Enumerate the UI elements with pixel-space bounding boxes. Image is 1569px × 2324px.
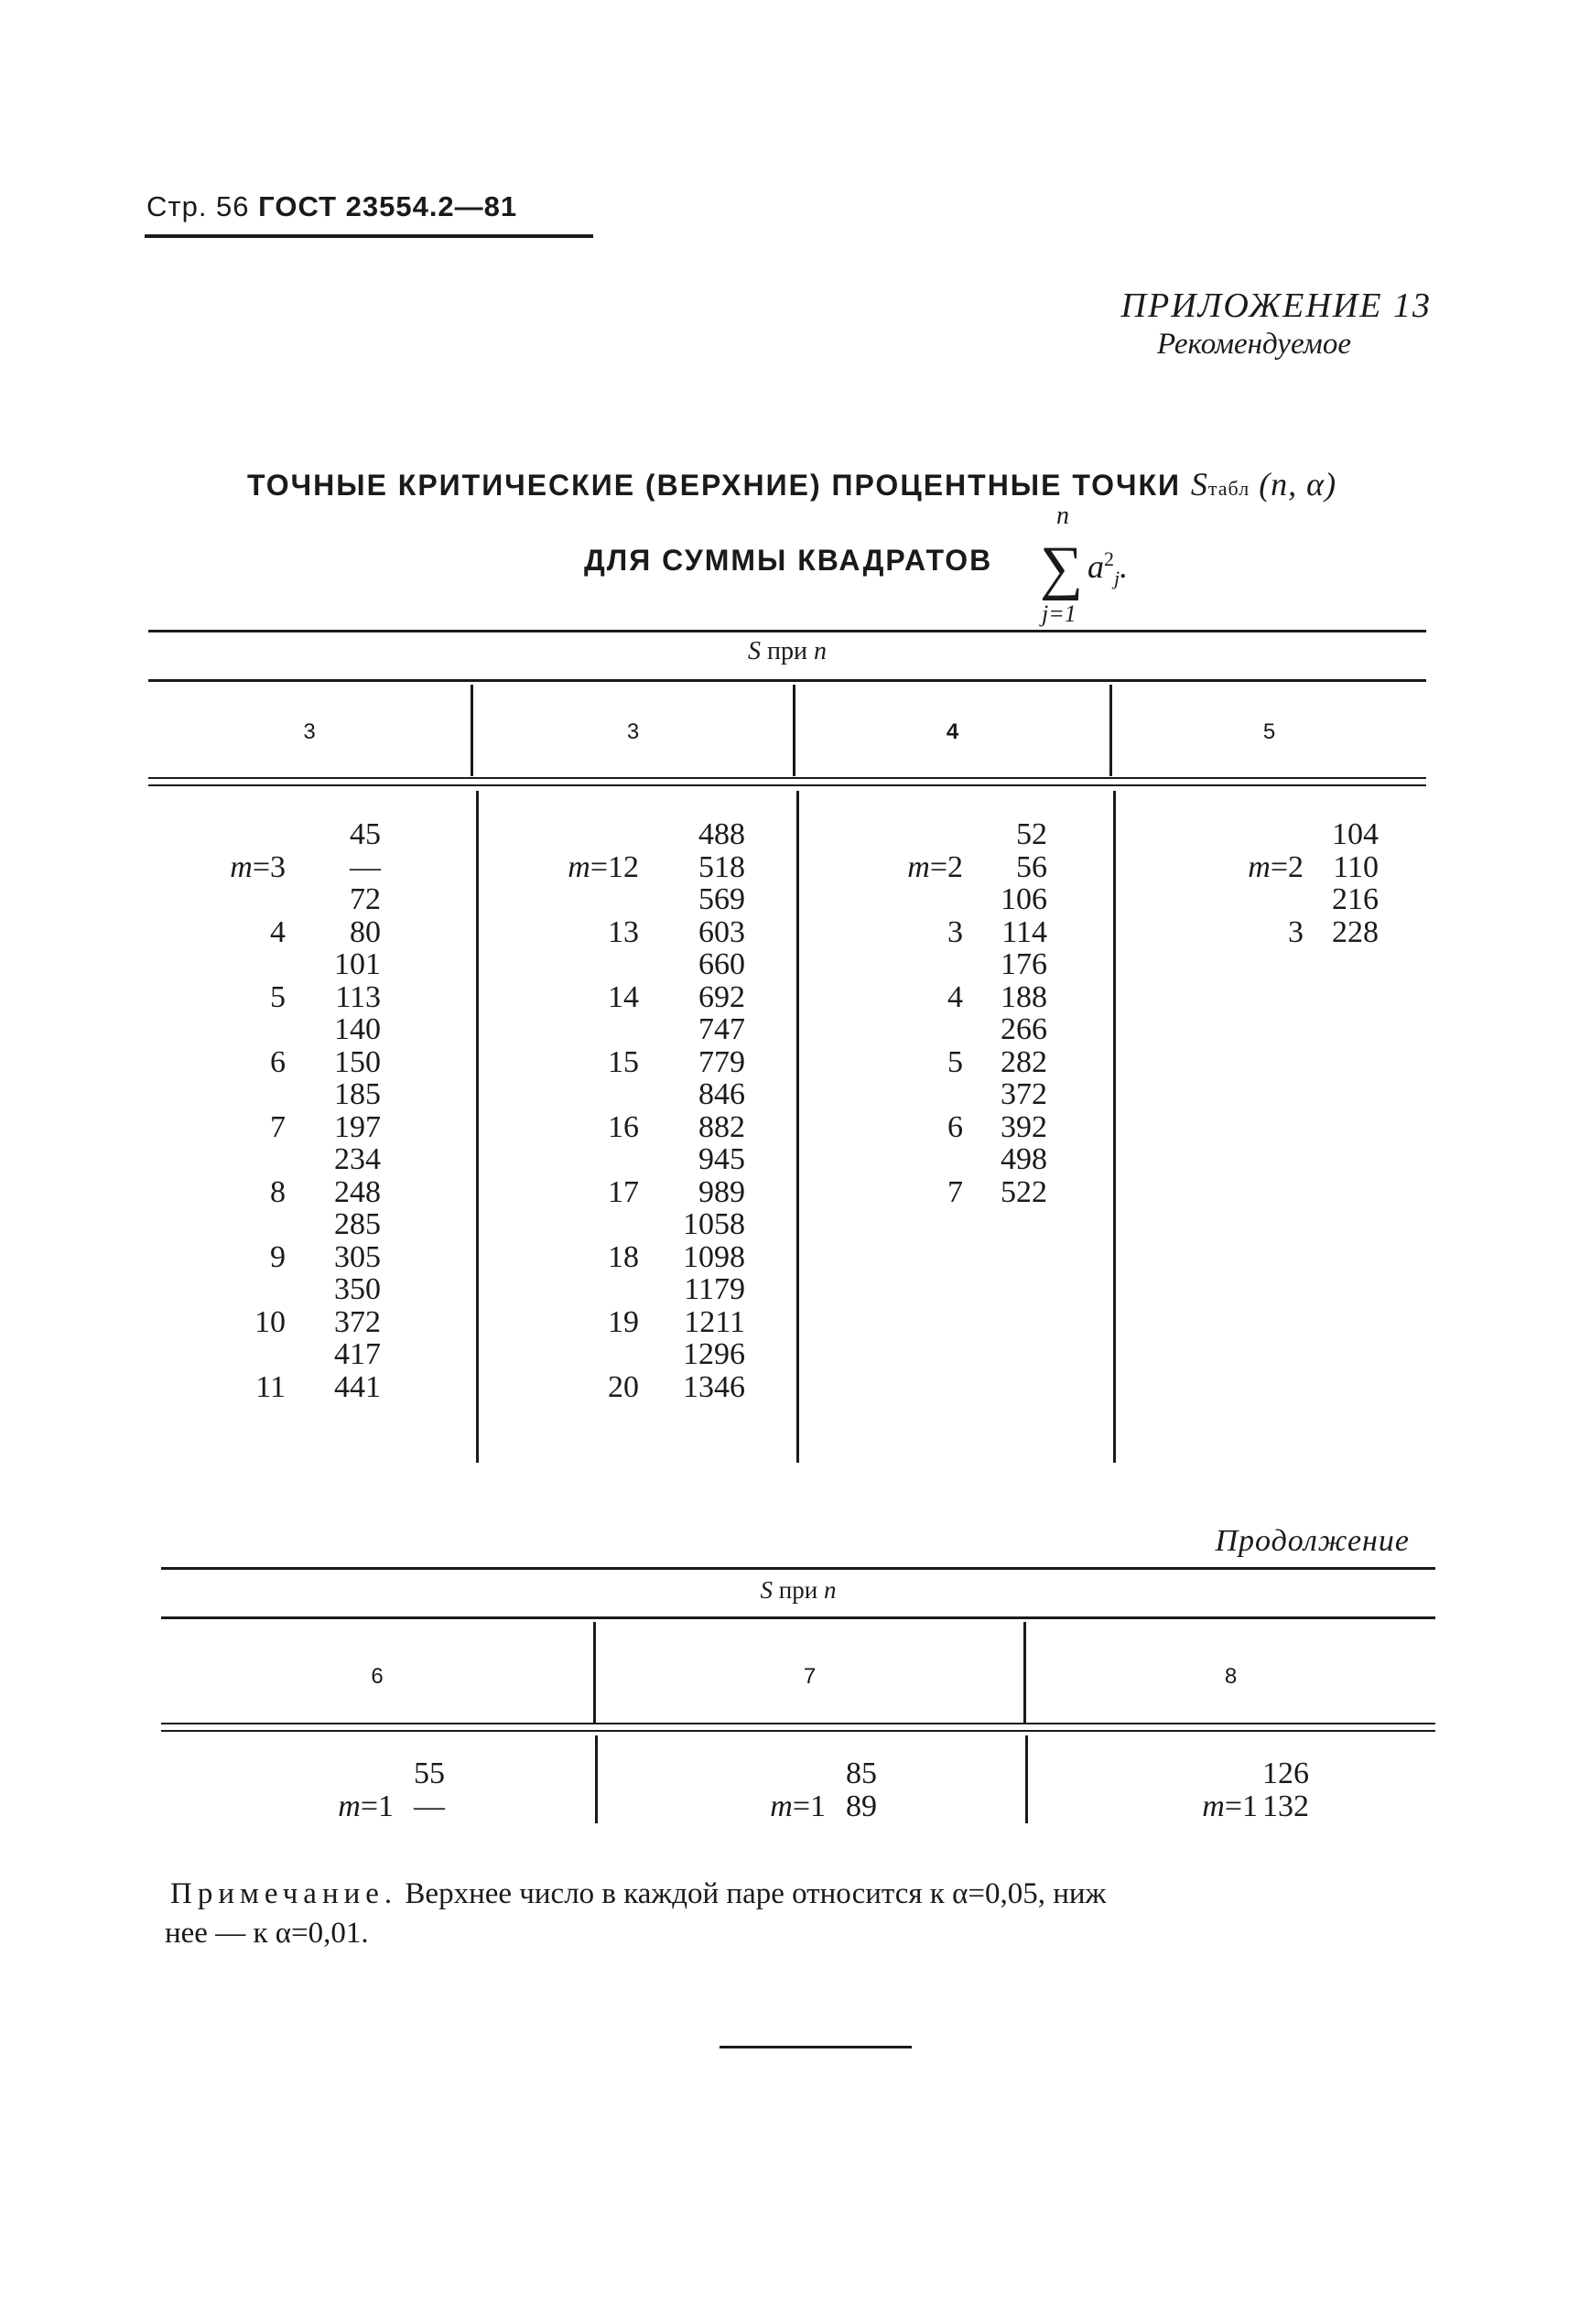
col-divider bbox=[796, 791, 799, 1463]
appendix-status: Рекомендуемое bbox=[1156, 328, 1351, 361]
column-header: 4 bbox=[946, 719, 959, 744]
symbol-s: S bbox=[1190, 466, 1208, 503]
column-header: 7 bbox=[803, 1664, 817, 1689]
appendix-title: ПРИЛОЖЕНИЕ 13 bbox=[1120, 286, 1432, 325]
continuation-label: Продолжение bbox=[1215, 1524, 1410, 1558]
sum-bottom: j=1 bbox=[1042, 600, 1077, 627]
m-labels: m=1 bbox=[338, 1789, 394, 1823]
title-symbol bbox=[1191, 466, 1336, 503]
header-rule-lower bbox=[148, 784, 1426, 786]
note-text: Верхнее число в каждой паре относится к α=0,05, ниж bbox=[397, 1877, 1107, 1910]
table-note bbox=[165, 1875, 1443, 1953]
col-divider bbox=[476, 791, 479, 1463]
m-labels: m=2 3 bbox=[1248, 849, 1304, 949]
table-caption bbox=[161, 1576, 1435, 1605]
header-rule-lower bbox=[161, 1730, 1435, 1732]
values: 488 518 569 603 660 692 747 779 846 882 945 989 1058 1098 1179 1211 1296 1346 bbox=[683, 817, 745, 1404]
term-a: a bbox=[1087, 548, 1104, 585]
sum-top: n bbox=[1056, 502, 1069, 530]
column-header: 6 bbox=[371, 1664, 384, 1689]
table-top-rule bbox=[161, 1567, 1435, 1570]
caption-n: n bbox=[813, 637, 827, 665]
m-labels: m=2 3 4 5 6 7 bbox=[907, 849, 963, 1209]
table-title-line1 bbox=[247, 465, 1336, 503]
caption-rest: при bbox=[773, 1576, 824, 1604]
col-divider bbox=[1113, 791, 1116, 1463]
m-labels: m=1 bbox=[770, 1789, 826, 1823]
note-text-continued: нее — к α=0,01. bbox=[165, 1917, 369, 1950]
m-labels: m=3 4 5 6 7 8 9 10 11 bbox=[230, 849, 286, 1404]
values: 85 89 bbox=[846, 1757, 877, 1823]
caption-rest: при bbox=[761, 637, 814, 665]
sum-term bbox=[1087, 547, 1128, 590]
values: 45 — 72 80 101 113 140 150 185 197 234 248 285 305 350 372 417 441 bbox=[334, 817, 381, 1404]
header-rule bbox=[145, 234, 593, 238]
table-caption-rule bbox=[161, 1616, 1435, 1619]
values: 126 132 bbox=[1262, 1757, 1309, 1823]
term-end: . bbox=[1120, 548, 1129, 585]
table-caption bbox=[148, 637, 1426, 666]
header-rule-upper bbox=[161, 1723, 1435, 1724]
values: 55 — bbox=[414, 1757, 445, 1823]
values: 52 56 106 114 176 188 266 282 372 392 498 522 bbox=[1001, 817, 1047, 1209]
caption-s: S bbox=[760, 1576, 774, 1604]
col-divider bbox=[595, 1735, 598, 1823]
standard-code: ГОСТ 23554.2—81 bbox=[258, 190, 518, 222]
note-label: Примечание. bbox=[170, 1877, 398, 1910]
caption-n: n bbox=[823, 1576, 837, 1604]
m-labels: m=12 13 14 15 16 17 18 19 20 bbox=[568, 849, 639, 1404]
title-text: ТОЧНЫЕ КРИТИЧЕСКИЕ (ВЕРХНИЕ) ПРОЦЕНТНЫЕ ТОЧКИ bbox=[247, 469, 1182, 502]
column-header: 5 bbox=[1262, 719, 1276, 744]
term-sup: 2 bbox=[1104, 547, 1114, 570]
column-header: 3 bbox=[626, 719, 640, 744]
column-header: 8 bbox=[1224, 1664, 1238, 1689]
symbol-sub: табл bbox=[1207, 477, 1250, 500]
header-rule-upper bbox=[148, 777, 1426, 779]
symbol-args: (n, α) bbox=[1250, 466, 1337, 503]
caption-s: S bbox=[748, 637, 762, 665]
column-header: 3 bbox=[303, 719, 316, 744]
col-divider bbox=[1025, 1735, 1028, 1823]
page-header bbox=[146, 190, 517, 223]
values: 104 110 216 228 bbox=[1332, 817, 1379, 949]
table-top-rule bbox=[148, 630, 1426, 632]
end-rule bbox=[720, 2046, 912, 2048]
table-caption-rule bbox=[148, 679, 1426, 682]
term-sub: j bbox=[1114, 567, 1120, 590]
sum-formula bbox=[1023, 502, 1129, 630]
page-label: Стр. 56 bbox=[146, 190, 250, 222]
table-title-line2: ДЛЯ СУММЫ КВАДРАТОВ bbox=[584, 544, 993, 577]
sum-sign: ∑ bbox=[1040, 535, 1084, 601]
m-labels: m=1 bbox=[1202, 1789, 1258, 1823]
